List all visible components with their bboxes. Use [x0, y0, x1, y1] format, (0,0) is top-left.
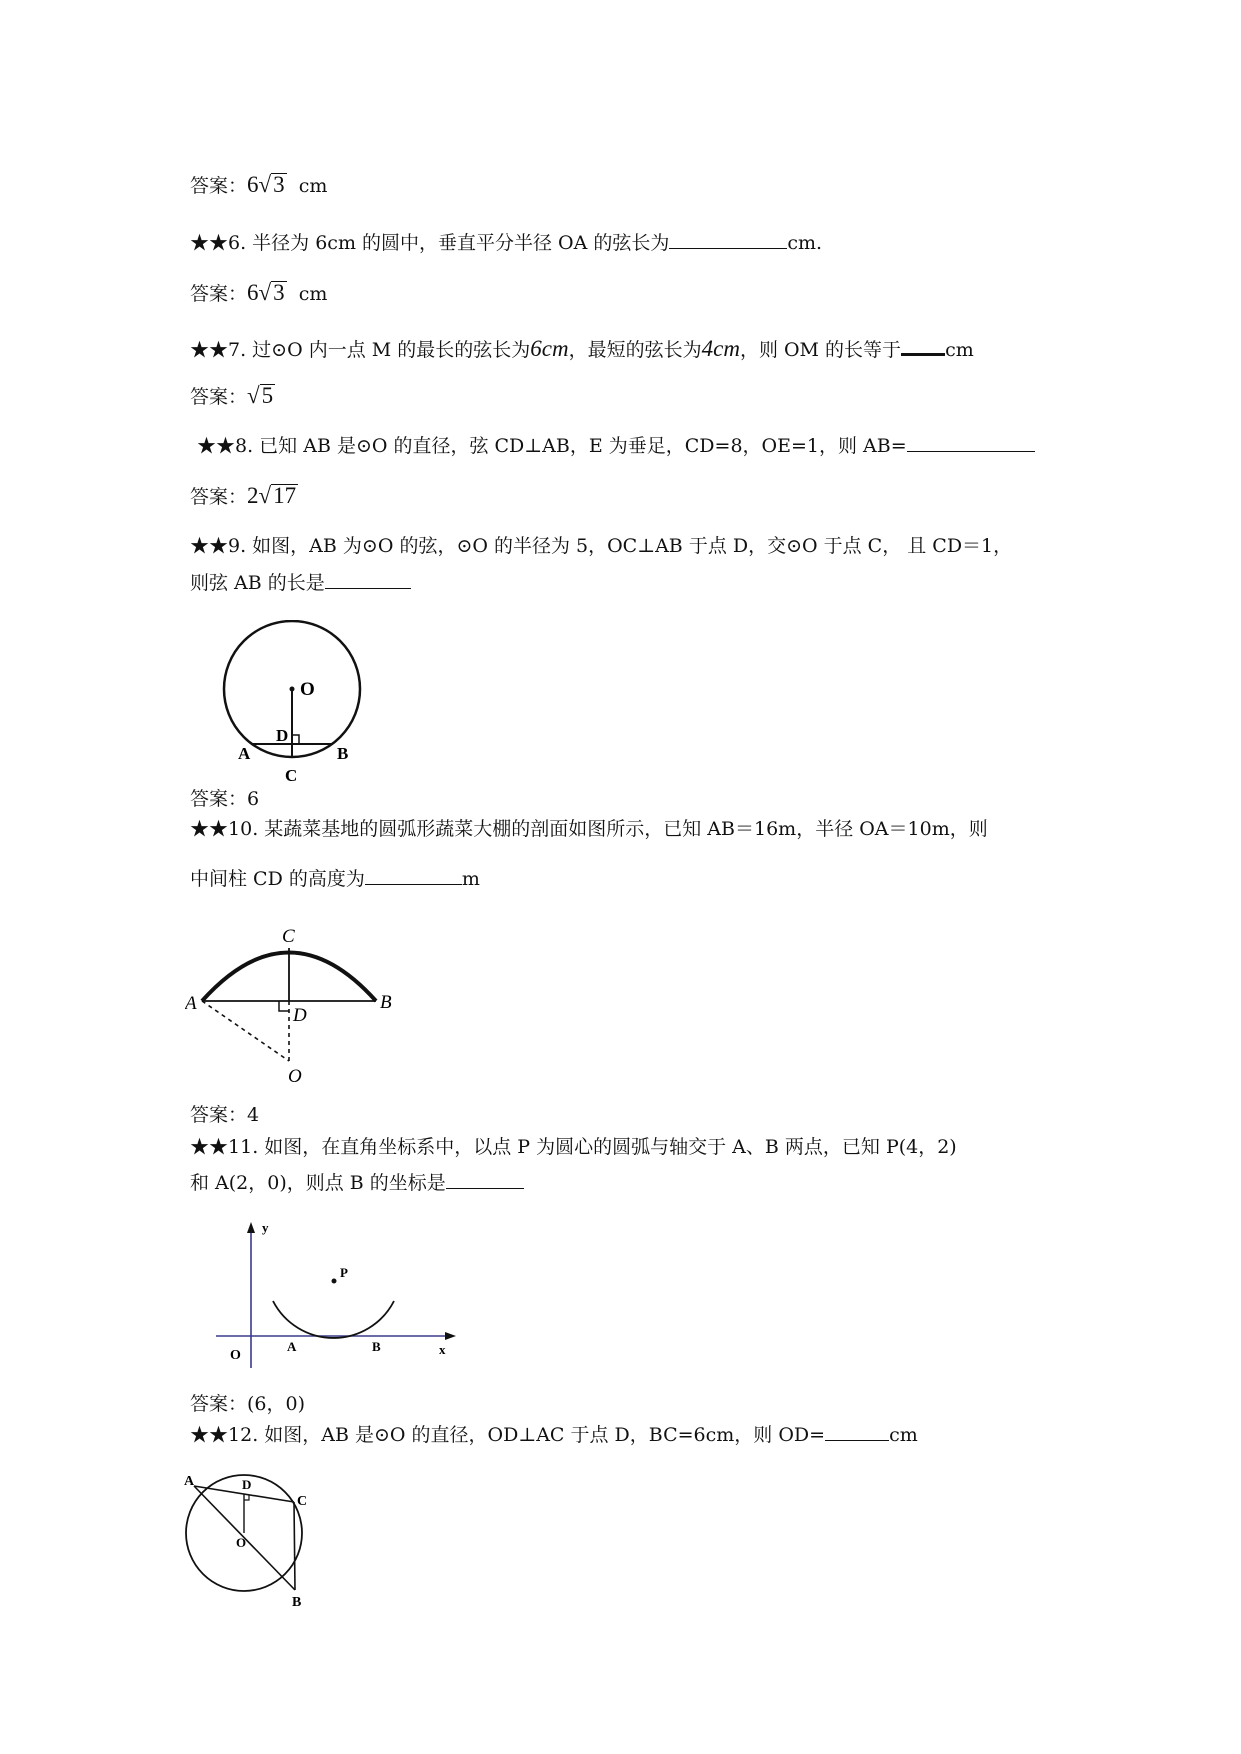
answer-label: 答案： — [190, 175, 248, 197]
answer-unit: cm — [298, 283, 328, 305]
right-angle-mark — [279, 1001, 289, 1011]
answer-coef: 6 — [247, 172, 259, 197]
answer-7 — [190, 383, 275, 410]
point-o — [290, 687, 295, 692]
math-value-1: 6cm — [530, 336, 569, 361]
question-10-line-1 — [190, 816, 988, 842]
difficulty-stars: ★★ — [190, 232, 229, 254]
label-d: D — [242, 1477, 252, 1492]
answer-blank — [901, 333, 945, 356]
figure-11-coordinate-plane — [212, 1215, 462, 1375]
label-a: A — [238, 744, 251, 763]
difficulty-stars: ★★ — [190, 818, 229, 840]
answer-blank — [907, 431, 1035, 452]
label-c: C — [285, 766, 298, 785]
sqrt-sign: √ — [258, 172, 272, 197]
answer-unit: cm — [298, 175, 328, 197]
math-value-2: 4cm — [701, 336, 740, 361]
difficulty-stars: ★★ — [190, 1424, 229, 1446]
answer-text: 答案：(6，0) — [190, 1393, 306, 1415]
label-c: C — [297, 1494, 308, 1509]
answer-blank — [325, 568, 411, 589]
label-b: B — [372, 1339, 381, 1354]
question-10-line-2 — [190, 864, 480, 892]
answer-blank — [365, 864, 462, 885]
answer-radicand: 5 — [261, 383, 274, 408]
answer-6 — [190, 280, 327, 307]
label-x: x — [439, 1342, 446, 1357]
question-8 — [197, 431, 1035, 459]
answer-11 — [190, 1391, 305, 1417]
question-text: 11. 如图，在直角坐标系中，以点 P 为圆心的圆弧与轴交于 A、B 两点，已知 P(4，2) — [228, 1136, 957, 1158]
label-d: D — [276, 726, 289, 745]
question-unit: cm — [889, 1424, 918, 1446]
question-text: 和 A(2，0)，则点 B 的坐标是 — [190, 1172, 446, 1194]
question-9-line-2 — [190, 568, 411, 596]
right-angle-mark — [292, 735, 299, 744]
question-text: 9. 如图，AB 为⊙O 的弦，⊙O 的半径为 5，OC⊥AB 于点 D，交⊙O 于点 C， 且 CD＝1， — [228, 535, 1013, 557]
question-6 — [190, 228, 822, 256]
sqrt-sign: √ — [258, 483, 272, 508]
label-b: B — [292, 1595, 302, 1608]
label-b: B — [380, 992, 392, 1013]
segment-ao — [202, 1001, 289, 1061]
answer-10 — [190, 1102, 259, 1128]
difficulty-stars: ★★ — [190, 535, 229, 557]
label-a: A — [287, 1339, 297, 1354]
sqrt-sign: √ — [247, 383, 260, 408]
figure-12-circle — [183, 1468, 323, 1608]
right-angle-mark — [244, 1495, 249, 1500]
label-y: y — [262, 1220, 269, 1235]
question-text-2: ，最短的弦长为 — [568, 339, 702, 361]
chord-bc — [294, 1502, 295, 1590]
answer-text: 答案：6 — [190, 788, 260, 810]
label-o: O — [288, 1066, 302, 1087]
label-b: B — [337, 744, 349, 763]
answer-label: 答案： — [190, 386, 248, 408]
answer-8 — [190, 483, 298, 510]
answer-label: 答案： — [190, 486, 248, 508]
question-12 — [190, 1420, 918, 1448]
question-unit: cm. — [787, 232, 823, 254]
question-text: 12. 如图，AB 是⊙O 的直径，OD⊥AC 于点 D，BC=6cm，则 OD= — [228, 1424, 826, 1446]
point-p — [332, 1279, 337, 1284]
answer-text: 答案：4 — [190, 1104, 260, 1126]
question-11-line-1 — [190, 1134, 957, 1160]
label-o: O — [236, 1535, 247, 1550]
question-text: 则弦 AB 的长是 — [190, 572, 325, 594]
label-d: D — [293, 1005, 307, 1026]
answer-coef: 2 — [247, 483, 259, 508]
question-unit: m — [461, 868, 480, 890]
figure-9-circle — [220, 620, 370, 790]
answer-radicand: 3 — [273, 280, 285, 305]
sqrt-sign: √ — [258, 280, 272, 305]
answer-radicand: 17 — [273, 483, 297, 508]
question-text: 中间柱 CD 的高度为 — [190, 868, 365, 890]
label-o: O — [230, 1348, 241, 1363]
answer-label: 答案： — [190, 283, 248, 305]
question-text-3: ，则 OM 的长等于 — [739, 339, 902, 361]
answer-blank — [669, 228, 787, 249]
answer-9 — [190, 786, 259, 812]
question-9-line-1 — [190, 533, 1012, 559]
answer-blank — [825, 1420, 889, 1441]
difficulty-stars: ★★ — [190, 1136, 229, 1158]
difficulty-stars: ★★ — [190, 339, 229, 361]
answer-coef: 6 — [247, 280, 259, 305]
label-o: O — [300, 679, 315, 700]
question-text: 6. 半径为 6cm 的圆中，垂直平分半径 OA 的弦长为 — [228, 232, 670, 254]
figure-10-arch — [185, 922, 395, 1092]
label-p: P — [340, 1265, 348, 1280]
answer-radicand: 3 — [273, 172, 285, 197]
question-11-line-2 — [190, 1168, 524, 1196]
y-axis-arrow — [247, 1222, 255, 1233]
answer-5 — [190, 172, 327, 199]
label-c: C — [282, 926, 295, 947]
question-text: 8. 已知 AB 是⊙O 的直径，弦 CD⊥AB，E 为垂足，CD=8，OE=1，则 AB= — [235, 435, 907, 457]
x-axis-arrow — [445, 1332, 456, 1340]
question-text-1: 7. 过⊙O 内一点 M 的最长的弦长为 — [228, 339, 531, 361]
arc-ab — [273, 1301, 394, 1338]
question-7 — [190, 333, 974, 363]
label-a: A — [184, 1474, 195, 1489]
difficulty-stars: ★★ — [197, 435, 236, 457]
question-text: 10. 某蔬菜基地的圆弧形蔬菜大棚的剖面如图所示，已知 AB＝16m，半径 OA＝10m，则 — [228, 818, 988, 840]
label-a: A — [185, 993, 197, 1014]
question-unit: cm — [945, 339, 974, 361]
answer-blank — [446, 1168, 524, 1189]
